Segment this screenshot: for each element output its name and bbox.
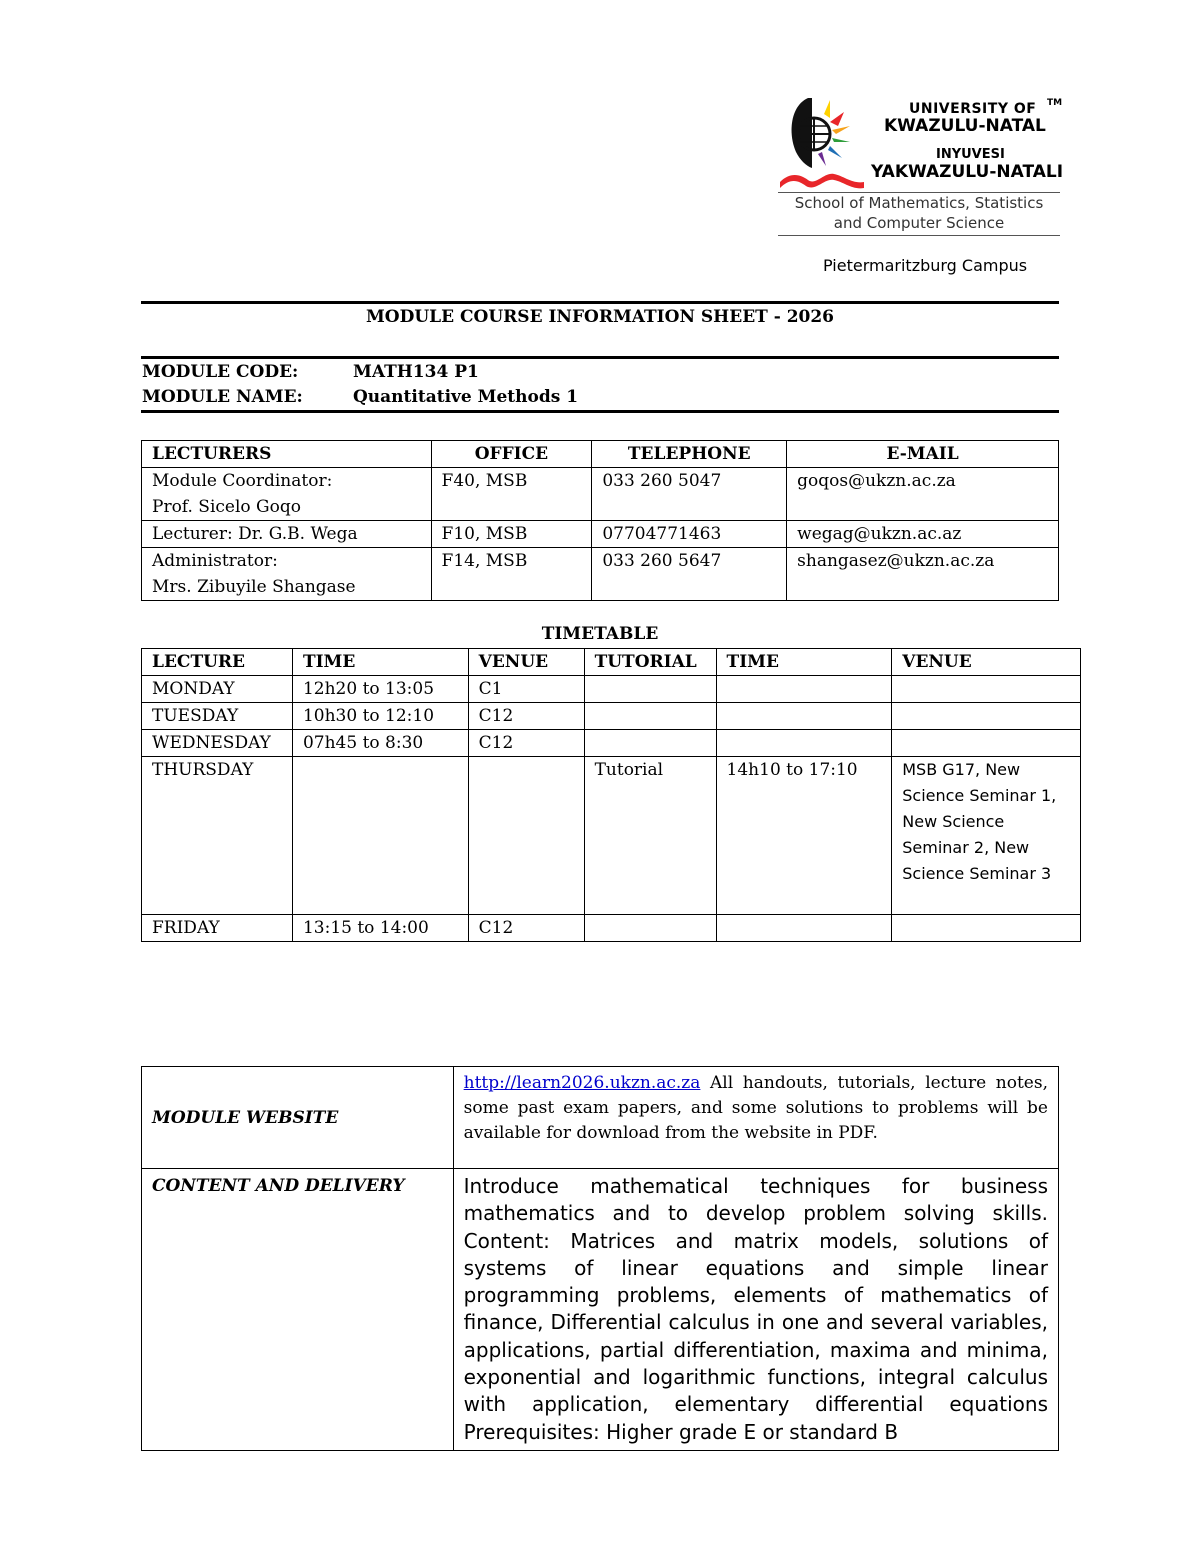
column-header: TIME [716, 649, 892, 676]
tutorial-cell [584, 730, 716, 757]
module-name-label: MODULE NAME: [142, 387, 303, 407]
logo-divider [778, 192, 1060, 193]
column-header: E-MAIL [787, 441, 1059, 468]
column-header: TIME [292, 649, 468, 676]
university-name-line1: UNIVERSITY OF [909, 101, 1037, 117]
email-cell[interactable]: shangasez@ukzn.ac.za [787, 548, 1059, 601]
venue-cell: C1 [468, 676, 584, 703]
content-delivery-label: CONTENT AND DELIVERY [142, 1169, 454, 1451]
school-name-line2: and Computer Science [833, 214, 1005, 232]
table-row [142, 548, 1059, 601]
tutorial-venue-cell [892, 676, 1081, 703]
time-cell: 10h30 to 12:10 [292, 703, 468, 730]
table-row [142, 703, 1081, 730]
time-cell: 07h45 to 8:30 [292, 730, 468, 757]
lecturer-name: Prof. Sicelo Goqo [152, 497, 301, 517]
lecturer-name: Mrs. Zibuyile Shangase [152, 577, 356, 597]
logo-divider [778, 235, 1060, 236]
content-delivery-text: Introduce mathematical techniques for business mathematics and to develop problem solving skills. Content: Matrices and matrix models, solutions of systems of linear equations and simple linear programming problems, elements of mathematics of finance, Differential calculus in one and several variables, applications, partial differentiation, maxima and minima, exponential and logarithmic functions, integral calculus with application, elementary differential equations Prerequisites: Higher grade E or standard B [453, 1169, 1058, 1451]
office-cell: F40, MSB [431, 468, 592, 521]
timetable-table [141, 648, 1081, 942]
day-cell: THURSDAY [142, 757, 293, 915]
table-row [142, 730, 1081, 757]
campus-name: Pietermaritzburg Campus [823, 256, 1028, 275]
day-cell: MONDAY [142, 676, 293, 703]
email-cell[interactable]: goqos@ukzn.ac.za [787, 468, 1059, 521]
trademark-symbol: TM [1047, 98, 1063, 108]
table-row [142, 757, 1081, 915]
venue-cell: C12 [468, 915, 584, 942]
table-row [142, 468, 1059, 521]
tutorial-venue-cell [892, 915, 1081, 942]
table-header-row [142, 649, 1081, 676]
module-name-value: Quantitative Methods 1 [353, 387, 579, 407]
venue-cell [468, 757, 584, 915]
lecturer-cell [142, 548, 432, 601]
module-website-label: MODULE WEBSITE [142, 1067, 454, 1169]
lecturer-role: Module Coordinator: [152, 471, 333, 491]
horizontal-rule [141, 410, 1059, 413]
ukzn-shield-icon [778, 94, 868, 190]
university-name-line2: KWAZULU-NATAL [884, 116, 1046, 136]
module-website-description: All handouts, tutorials, lecture notes, some past exam papers, and some solutions to problems will be available for download from the website in PDF. [463, 1073, 1048, 1143]
tutorial-time-cell: 14h10 to 17:10 [716, 757, 892, 915]
tutorial-cell [584, 676, 716, 703]
tutorial-cell [584, 915, 716, 942]
telephone-cell: 07704771463 [592, 521, 787, 548]
time-cell [292, 757, 468, 915]
tutorial-time-cell [716, 703, 892, 730]
column-header: VENUE [468, 649, 584, 676]
horizontal-rule [141, 301, 1059, 304]
venue-cell: C12 [468, 703, 584, 730]
module-code-label: MODULE CODE: [142, 362, 299, 382]
tutorial-time-cell [716, 915, 892, 942]
column-header: VENUE [892, 649, 1081, 676]
table-header-row [142, 441, 1059, 468]
table-row [142, 915, 1081, 942]
lecturer-role: Administrator: [152, 551, 278, 571]
lecturer-cell: Lecturer: Dr. G.B. Wega [142, 521, 432, 548]
office-cell: F10, MSB [431, 521, 592, 548]
telephone-cell: 033 260 5047 [592, 468, 787, 521]
horizontal-rule [141, 356, 1059, 359]
university-logo [778, 94, 1064, 242]
time-cell: 12h20 to 13:05 [292, 676, 468, 703]
day-cell: FRIDAY [142, 915, 293, 942]
tutorial-venue-cell [892, 703, 1081, 730]
module-code-value: MATH134 P1 [353, 362, 479, 382]
column-header: TELEPHONE [592, 441, 787, 468]
table-row [142, 1169, 1059, 1451]
venue-cell: C12 [468, 730, 584, 757]
lecturer-cell [142, 468, 432, 521]
day-cell: TUESDAY [142, 703, 293, 730]
tutorial-time-cell [716, 730, 892, 757]
email-cell[interactable]: wegag@ukzn.ac.az [787, 521, 1059, 548]
school-name-line1: School of Mathematics, Statistics [794, 194, 1044, 212]
tutorial-venue-cell [892, 730, 1081, 757]
tutorial-venue-cell: MSB G17, New Science Seminar 1, New Science Seminar 2, New Science Seminar 3 [892, 757, 1081, 915]
timetable-title: TIMETABLE [541, 624, 659, 644]
module-info-table [141, 1066, 1059, 1451]
column-header: LECTURERS [142, 441, 432, 468]
module-website-cell [453, 1067, 1058, 1169]
column-header: OFFICE [431, 441, 592, 468]
university-name-line4: YAKWAZULU-NATALI [871, 162, 1064, 182]
table-row [142, 676, 1081, 703]
table-row [142, 1067, 1059, 1169]
tutorial-cell: Tutorial [584, 757, 716, 915]
university-name-line3: INYUVESI [936, 147, 1005, 162]
day-cell: WEDNESDAY [142, 730, 293, 757]
table-row [142, 521, 1059, 548]
time-cell: 13:15 to 14:00 [292, 915, 468, 942]
module-website-link[interactable]: http://learn2026.ukzn.ac.za [463, 1073, 701, 1093]
sheet-title: MODULE COURSE INFORMATION SHEET - 2026 [365, 307, 835, 327]
tutorial-cell [584, 703, 716, 730]
column-header: TUTORIAL [584, 649, 716, 676]
column-header: LECTURE [142, 649, 293, 676]
tutorial-time-cell [716, 676, 892, 703]
office-cell: F14, MSB [431, 548, 592, 601]
lecturers-table [141, 440, 1059, 601]
telephone-cell: 033 260 5647 [592, 548, 787, 601]
